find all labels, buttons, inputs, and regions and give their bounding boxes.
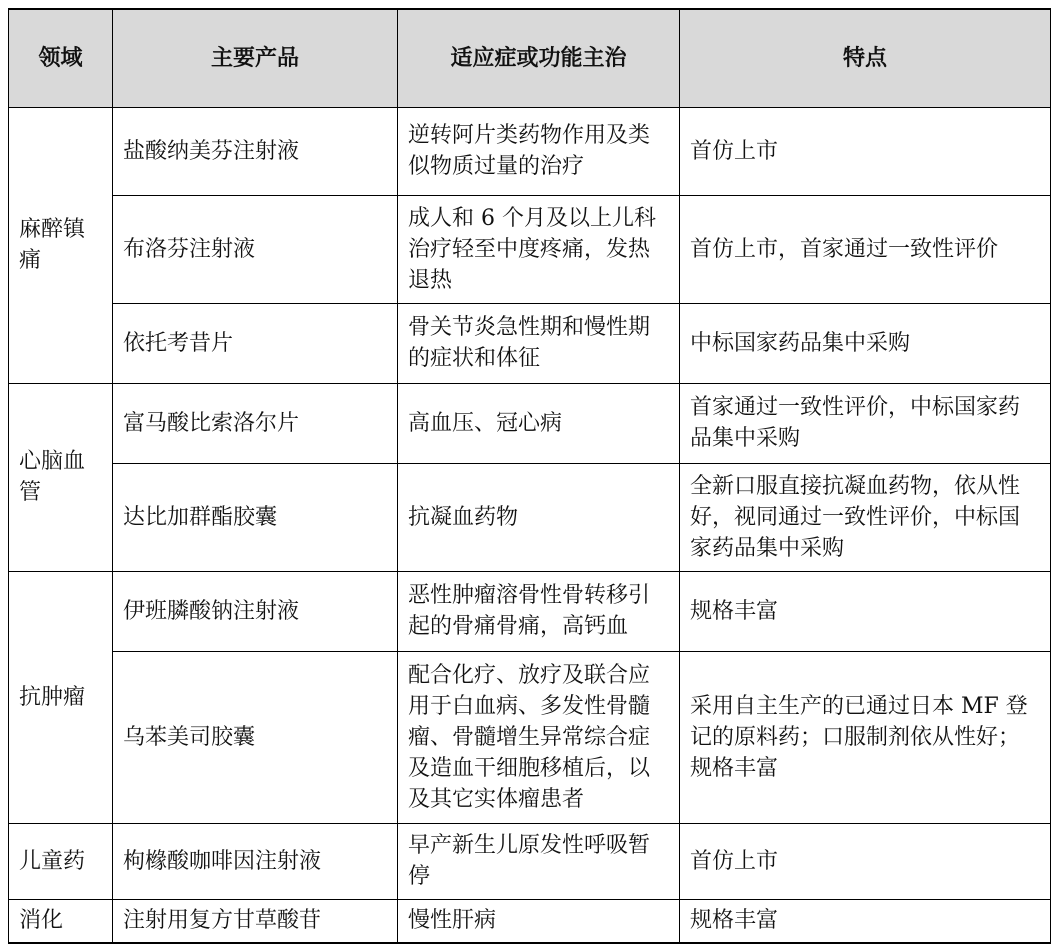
table-row (9, 651, 1051, 823)
feature-cell: 规格丰富 (680, 899, 1051, 943)
indication-cell: 成人和 6 个月及以上儿科治疗轻至中度疼痛，发热退热 (398, 195, 680, 303)
table-row (9, 899, 1051, 943)
product-table (8, 8, 1051, 944)
indication-cell: 配合化疗、放疗及联合应用于白血病、多发性骨髓瘤、骨髓增生异常综合症及造血干细胞移植后，以及其它实体瘤患者 (398, 651, 680, 823)
header-row (9, 9, 1051, 107)
product-cell: 盐酸纳美芬注射液 (113, 107, 398, 195)
feature-cell: 采用自主生产的已通过日本 MF 登记的原料药；口服制剂依从性好；规格丰富 (680, 651, 1051, 823)
indication-cell: 骨关节炎急性期和慢性期的症状和体征 (398, 303, 680, 383)
indication-cell: 抗凝血药物 (398, 463, 680, 571)
feature-cell: 首仿上市 (680, 107, 1051, 195)
feature-cell: 规格丰富 (680, 571, 1051, 651)
table-row (9, 463, 1051, 571)
table-row (9, 303, 1051, 383)
domain-cell: 抗肿瘤 (9, 571, 113, 823)
feature-cell: 首家通过一致性评价，中标国家药品集中采购 (680, 383, 1051, 463)
indication-cell: 慢性肝病 (398, 899, 680, 943)
indication-cell: 早产新生儿原发性呼吸暂停 (398, 823, 680, 899)
product-cell: 乌苯美司胶囊 (113, 651, 398, 823)
indication-cell: 高血压、冠心病 (398, 383, 680, 463)
table-row (9, 107, 1051, 195)
table-row (9, 195, 1051, 303)
indication-cell: 恶性肿瘤溶骨性骨转移引起的骨痛骨痛，高钙血 (398, 571, 680, 651)
domain-cell: 心脑血管 (9, 383, 113, 571)
indication-cell: 逆转阿片类药物作用及类似物质过量的治疗 (398, 107, 680, 195)
table-row (9, 571, 1051, 651)
product-cell: 达比加群酯胶囊 (113, 463, 398, 571)
domain-cell: 麻醉镇痛 (9, 107, 113, 383)
domain-cell: 消化 (9, 899, 113, 943)
table-row (9, 383, 1051, 463)
domain-cell: 儿童药 (9, 823, 113, 899)
product-cell: 布洛芬注射液 (113, 195, 398, 303)
product-cell: 伊班膦酸钠注射液 (113, 571, 398, 651)
product-cell: 富马酸比索洛尔片 (113, 383, 398, 463)
feature-cell: 中标国家药品集中采购 (680, 303, 1051, 383)
table-row (9, 823, 1051, 899)
product-cell: 枸橼酸咖啡因注射液 (113, 823, 398, 899)
header-feature: 特点 (680, 9, 1051, 107)
product-cell: 注射用复方甘草酸苷 (113, 899, 398, 943)
feature-cell: 首仿上市，首家通过一致性评价 (680, 195, 1051, 303)
header-product: 主要产品 (113, 9, 398, 107)
header-domain: 领域 (9, 9, 113, 107)
product-cell: 依托考昔片 (113, 303, 398, 383)
feature-cell: 全新口服直接抗凝血药物，依从性好，视同通过一致性评价，中标国家药品集中采购 (680, 463, 1051, 571)
feature-cell: 首仿上市 (680, 823, 1051, 899)
header-indication: 适应症或功能主治 (398, 9, 680, 107)
